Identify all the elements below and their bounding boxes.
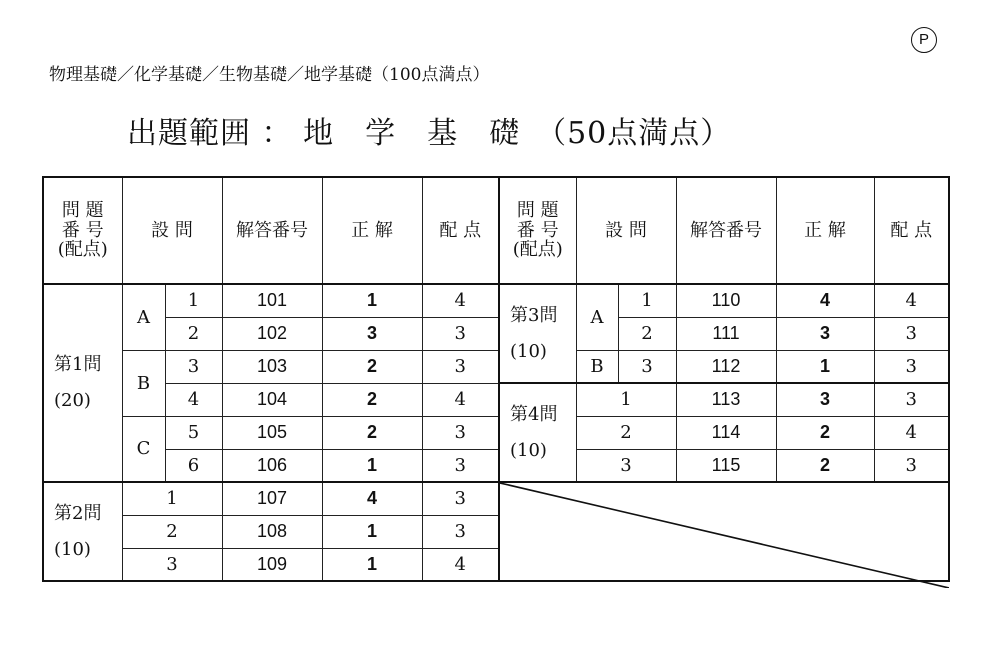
q3-label: 第3問 (510, 304, 558, 326)
correct-answer: 2 (322, 383, 422, 416)
sub-number: 5 (165, 416, 222, 449)
q1-group-a: A (122, 284, 165, 350)
answer-number: 101 (222, 284, 322, 317)
q3-cell (499, 284, 576, 383)
q1-label: 第1問 (54, 354, 102, 375)
points: 3 (422, 317, 499, 350)
correct-answer: 2 (776, 449, 874, 482)
points: 3 (874, 350, 949, 383)
points: 3 (422, 482, 499, 515)
sub-number: 2 (122, 515, 222, 548)
header-q-line2-right: 番 号 (516, 219, 559, 241)
header-q-line3: (配点) (57, 239, 108, 261)
answer-table (42, 176, 950, 582)
header-question-number-right (499, 177, 576, 284)
table-row (43, 449, 949, 482)
sub-number: 4 (165, 383, 222, 416)
correct-answer: 4 (776, 284, 874, 317)
points: 3 (874, 317, 949, 350)
correct-answer: 1 (322, 515, 422, 548)
answer-number: 113 (676, 383, 776, 416)
q4-points: (10) (510, 439, 547, 461)
header-points-right: 配 点 (874, 177, 949, 284)
answer-number: 107 (222, 482, 322, 515)
q1-cell (43, 284, 122, 482)
header-q-line3-right: (配点) (512, 239, 563, 261)
answer-number: 115 (676, 449, 776, 482)
table-row (43, 284, 949, 317)
header-answer-number-right: 解答番号 (676, 177, 776, 284)
answer-number: 114 (676, 416, 776, 449)
table-row (43, 482, 949, 515)
correct-answer: 3 (776, 383, 874, 416)
answer-number: 105 (222, 416, 322, 449)
answer-number: 111 (676, 317, 776, 350)
q3-group-b: B (576, 350, 618, 383)
table-row (43, 383, 949, 416)
sub-number: 1 (122, 482, 222, 515)
header-points-left: 配 点 (422, 177, 499, 284)
header-q-line1-right: 問 題 (516, 199, 559, 221)
q4-cell (499, 383, 576, 482)
correct-answer: 1 (322, 449, 422, 482)
correct-answer: 4 (322, 482, 422, 515)
points: 3 (874, 449, 949, 482)
points: 4 (874, 284, 949, 317)
sub-number: 6 (165, 449, 222, 482)
header-q-line1: 問 題 (61, 199, 104, 221)
header-correct-right: 正 解 (776, 177, 874, 284)
correct-answer: 1 (776, 350, 874, 383)
points: 3 (874, 383, 949, 416)
points: 3 (422, 515, 499, 548)
header-setsumon-right: 設 問 (576, 177, 676, 284)
q2-label: 第2問 (54, 502, 102, 524)
q2-cell (43, 482, 122, 581)
points: 4 (422, 548, 499, 581)
correct-answer: 2 (776, 416, 874, 449)
correct-answer: 3 (322, 317, 422, 350)
sub-number: 3 (576, 449, 676, 482)
points: 4 (874, 416, 949, 449)
header-question-number-left (43, 177, 122, 284)
points: 4 (422, 284, 499, 317)
table-row (43, 416, 949, 449)
answer-number: 106 (222, 449, 322, 482)
sub-number: 1 (618, 284, 676, 317)
page-title: 出題範囲 ： 地 学 基 礎 （50点満点） (127, 116, 732, 151)
header-q-line2: 番 号 (61, 219, 104, 241)
answer-number: 104 (222, 383, 322, 416)
p-circle-mark: P (911, 27, 937, 53)
correct-answer: 2 (322, 416, 422, 449)
answer-number: 103 (222, 350, 322, 383)
q3-group-a: A (576, 284, 618, 350)
sub-number: 3 (618, 350, 676, 383)
answer-number: 112 (676, 350, 776, 383)
header-correct-left: 正 解 (322, 177, 422, 284)
correct-answer: 2 (322, 350, 422, 383)
sub-number: 1 (576, 383, 676, 416)
answer-number: 110 (676, 284, 776, 317)
sub-number: 3 (165, 350, 222, 383)
table-row (43, 350, 949, 383)
answer-number: 102 (222, 317, 322, 350)
q1-points: (20) (54, 390, 91, 411)
q2-points: (10) (54, 538, 91, 560)
q3-points: (10) (510, 340, 547, 362)
empty-diagonal-cell (499, 482, 949, 581)
table-row (43, 317, 949, 350)
q1-group-c: C (122, 416, 165, 482)
points: 3 (422, 449, 499, 482)
sub-number: 2 (576, 416, 676, 449)
answer-number: 108 (222, 515, 322, 548)
diagonal-line (500, 483, 949, 588)
sub-number: 1 (165, 284, 222, 317)
points: 3 (422, 416, 499, 449)
correct-answer: 3 (776, 317, 874, 350)
sub-number: 2 (618, 317, 676, 350)
sub-number: 2 (165, 317, 222, 350)
sub-number: 3 (122, 548, 222, 581)
correct-answer: 1 (322, 284, 422, 317)
q4-label: 第4問 (510, 403, 558, 425)
correct-answer: 1 (322, 548, 422, 581)
header-row (43, 177, 949, 284)
q1-group-b: B (122, 350, 165, 416)
answer-number: 109 (222, 548, 322, 581)
points: 4 (422, 383, 499, 416)
points: 3 (422, 350, 499, 383)
subjects-line: 物理基礎／化学基礎／生物基礎／地学基礎（100点満点） (49, 65, 490, 85)
header-answer-number-left: 解答番号 (222, 177, 322, 284)
header-setsumon-left: 設 問 (122, 177, 222, 284)
